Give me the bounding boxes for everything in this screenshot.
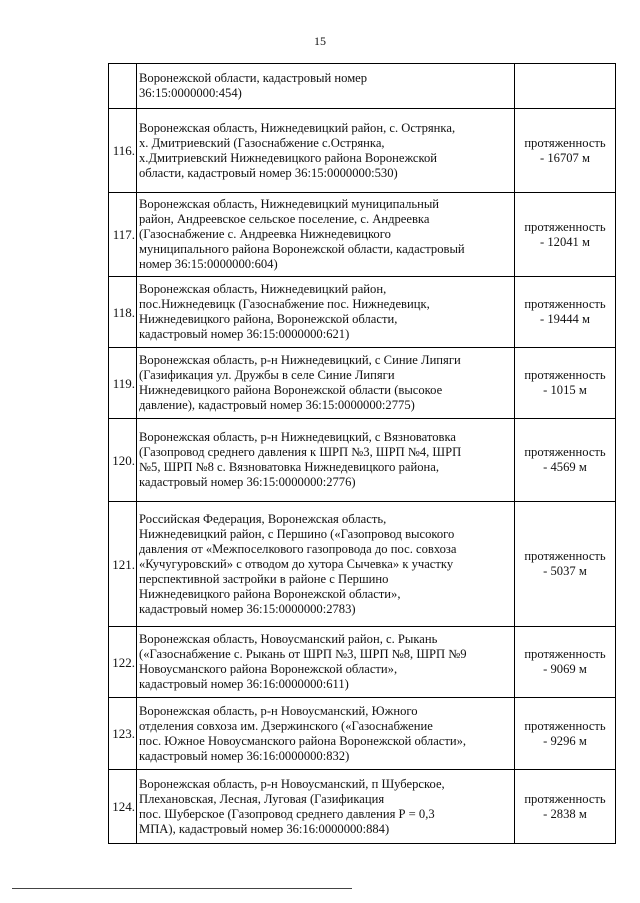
description-line: давления от «Межпоселкового газопровода до пос. совхоза [139,541,457,556]
description-line: (Газопровод среднего давления к ШРП №3, ШРП №4, ШРП [139,445,462,459]
length-line: протяженность [524,549,606,563]
object-length [515,698,616,770]
description-line: Плехановская, Лесная, Луговая (Газификация [139,791,385,806]
length-line: - 9296 м [543,733,587,748]
description-line: Воронежская область, р-н Новоусманский, п Шуберское, [139,776,445,791]
object-length [515,770,616,844]
object-description [137,627,515,698]
object-description [137,698,515,770]
description-line: перспективной застройки в районе с Першино [139,571,389,586]
object-length [515,502,616,627]
description-line: Воронежская область, р-н Нижнедевицкий, с Вязноватовка [139,430,457,444]
description-line: кадастровый номер 36:15:0000000:2776) [139,475,356,489]
table-row [109,419,616,502]
description-line: кадастровый номер 36:15:0000000:621) [139,327,350,341]
description-line: (Газоснабжение с. Андреевка Нижнедевицкого [139,227,391,241]
object-length [515,64,616,109]
row-number [109,64,137,109]
description-line: давление), кадастровый номер 36:15:0000000:2775) [139,398,415,412]
description-line: х. Дмитриевский (Газоснабжение с.Острянка, [139,135,385,150]
description-line: (Газификация ул. Дружбы в селе Синие Липяги [139,368,395,382]
table-row [109,193,616,277]
length-line: протяженность [524,718,606,733]
length-line: - 16707 м [540,150,590,165]
object-description [137,109,515,193]
length-line: - 4569 м [543,460,587,474]
description-line: Воронежская область, Нижнедевицкий район, с. Острянка, [139,120,456,135]
description-line: Воронежская область, Нижнедевицкий муниципальный [139,197,440,211]
object-length [515,193,616,277]
length-line: - 1015 м [543,383,587,397]
description-line: Воронежской области, кадастровый номер [139,71,368,85]
table-row [109,502,616,627]
description-line: («Газоснабжение с. Рыкань от ШРП №3, ШРП №8, ШРП №9 [139,647,467,661]
object-description [137,502,515,627]
length-line: - 9069 м [543,662,587,676]
row-number: 122. [109,627,137,698]
objects-table-body [109,64,616,844]
object-length [515,348,616,419]
description-line: 36:15:0000000:454) [139,86,242,100]
object-description [137,419,515,502]
description-line: номер 36:15:0000000:604) [139,257,278,271]
row-number: 117. [109,193,137,277]
table-row [109,277,616,348]
description-line: Нижнедевицкого района Воронежской области (высокое [139,383,443,397]
description-line: пос. Южное Новоусманского района Воронежской области», [139,733,467,748]
length-line: протяженность [524,791,606,806]
description-line: пос. Шуберское (Газопровод среднего давления Р = 0,3 [139,806,435,821]
description-line: Российская Федерация, Воронежская область, [139,511,387,526]
row-number: 121. [109,502,137,627]
description-line: области, кадастровый номер 36:15:0000000:530) [139,165,398,180]
length-line: - 2838 м [543,806,587,821]
object-length [515,419,616,502]
page-number: 15 [314,34,326,48]
description-line: кадастровый номер 36:15:0000000:2783) [139,601,356,616]
table-row [109,64,616,109]
description-line: Нижнедевицкого района Воронежской области», [139,586,401,601]
description-line: район, Андреевское сельское поселение, с. Андреевка [139,212,430,226]
table-row [109,698,616,770]
description-line: Воронежская область, р-н Нижнедевицкий, с Синие Липяги [139,353,461,367]
row-number: 118. [109,277,137,348]
length-line: - 12041 м [540,234,590,249]
length-line: протяженность [524,219,606,234]
object-description [137,770,515,844]
object-description [137,64,515,109]
description-line: «Кучугуровский» с отводом до хутора Сычевка» к участку [139,556,454,571]
object-description [137,348,515,419]
footer-rule [12,888,352,889]
object-length [515,627,616,698]
description-line: пос.Нижнедевицк (Газоснабжение пос. Нижнедевицк, [139,297,430,311]
length-line: протяженность [524,647,606,661]
object-description [137,277,515,348]
objects-table [108,63,616,844]
row-number: 124. [109,770,137,844]
description-line: №5, ШРП №8 с. Вязноватовка Нижнедевицкого района, [139,460,439,474]
description-line: Воронежская область, Нижнедевицкий район, [139,282,387,296]
length-line: протяженность [524,135,606,150]
description-line: Новоусманского района Воронежской области», [139,662,398,676]
row-number: 116. [109,109,137,193]
description-line: Нижнедевицкого района, Воронежской области, [139,312,398,326]
length-line: протяженность [524,297,606,311]
object-description [137,193,515,277]
length-line: протяженность [524,445,606,459]
description-line: Нижнедевицкий район, с Першино («Газопровод высокого [139,526,455,541]
table-row [109,348,616,419]
object-length [515,109,616,193]
description-line: Воронежская область, р-н Новоусманский, Южного [139,703,418,718]
description-line: х.Дмитриевский Нижнедевицкого района Воронежской [139,150,438,165]
table-row [109,770,616,844]
object-length [515,277,616,348]
description-line: отделения совхоза им. Дзержинского («Газоснабжение [139,718,433,733]
description-line: МПА), кадастровый номер 36:16:0000000:884) [139,821,390,836]
row-number: 119. [109,348,137,419]
table-row [109,627,616,698]
length-line: - 5037 м [543,564,587,578]
description-line: Воронежская область, Новоусманский район, с. Рыкань [139,632,438,646]
length-line: - 19444 м [540,312,590,326]
description-line: кадастровый номер 36:16:0000000:611) [139,677,349,691]
length-line: протяженность [524,368,606,382]
table-row [109,109,616,193]
row-number: 120. [109,419,137,502]
description-line: муниципального района Воронежской области, кадастровый [139,242,465,256]
description-line: кадастровый номер 36:16:0000000:832) [139,748,350,763]
row-number: 123. [109,698,137,770]
